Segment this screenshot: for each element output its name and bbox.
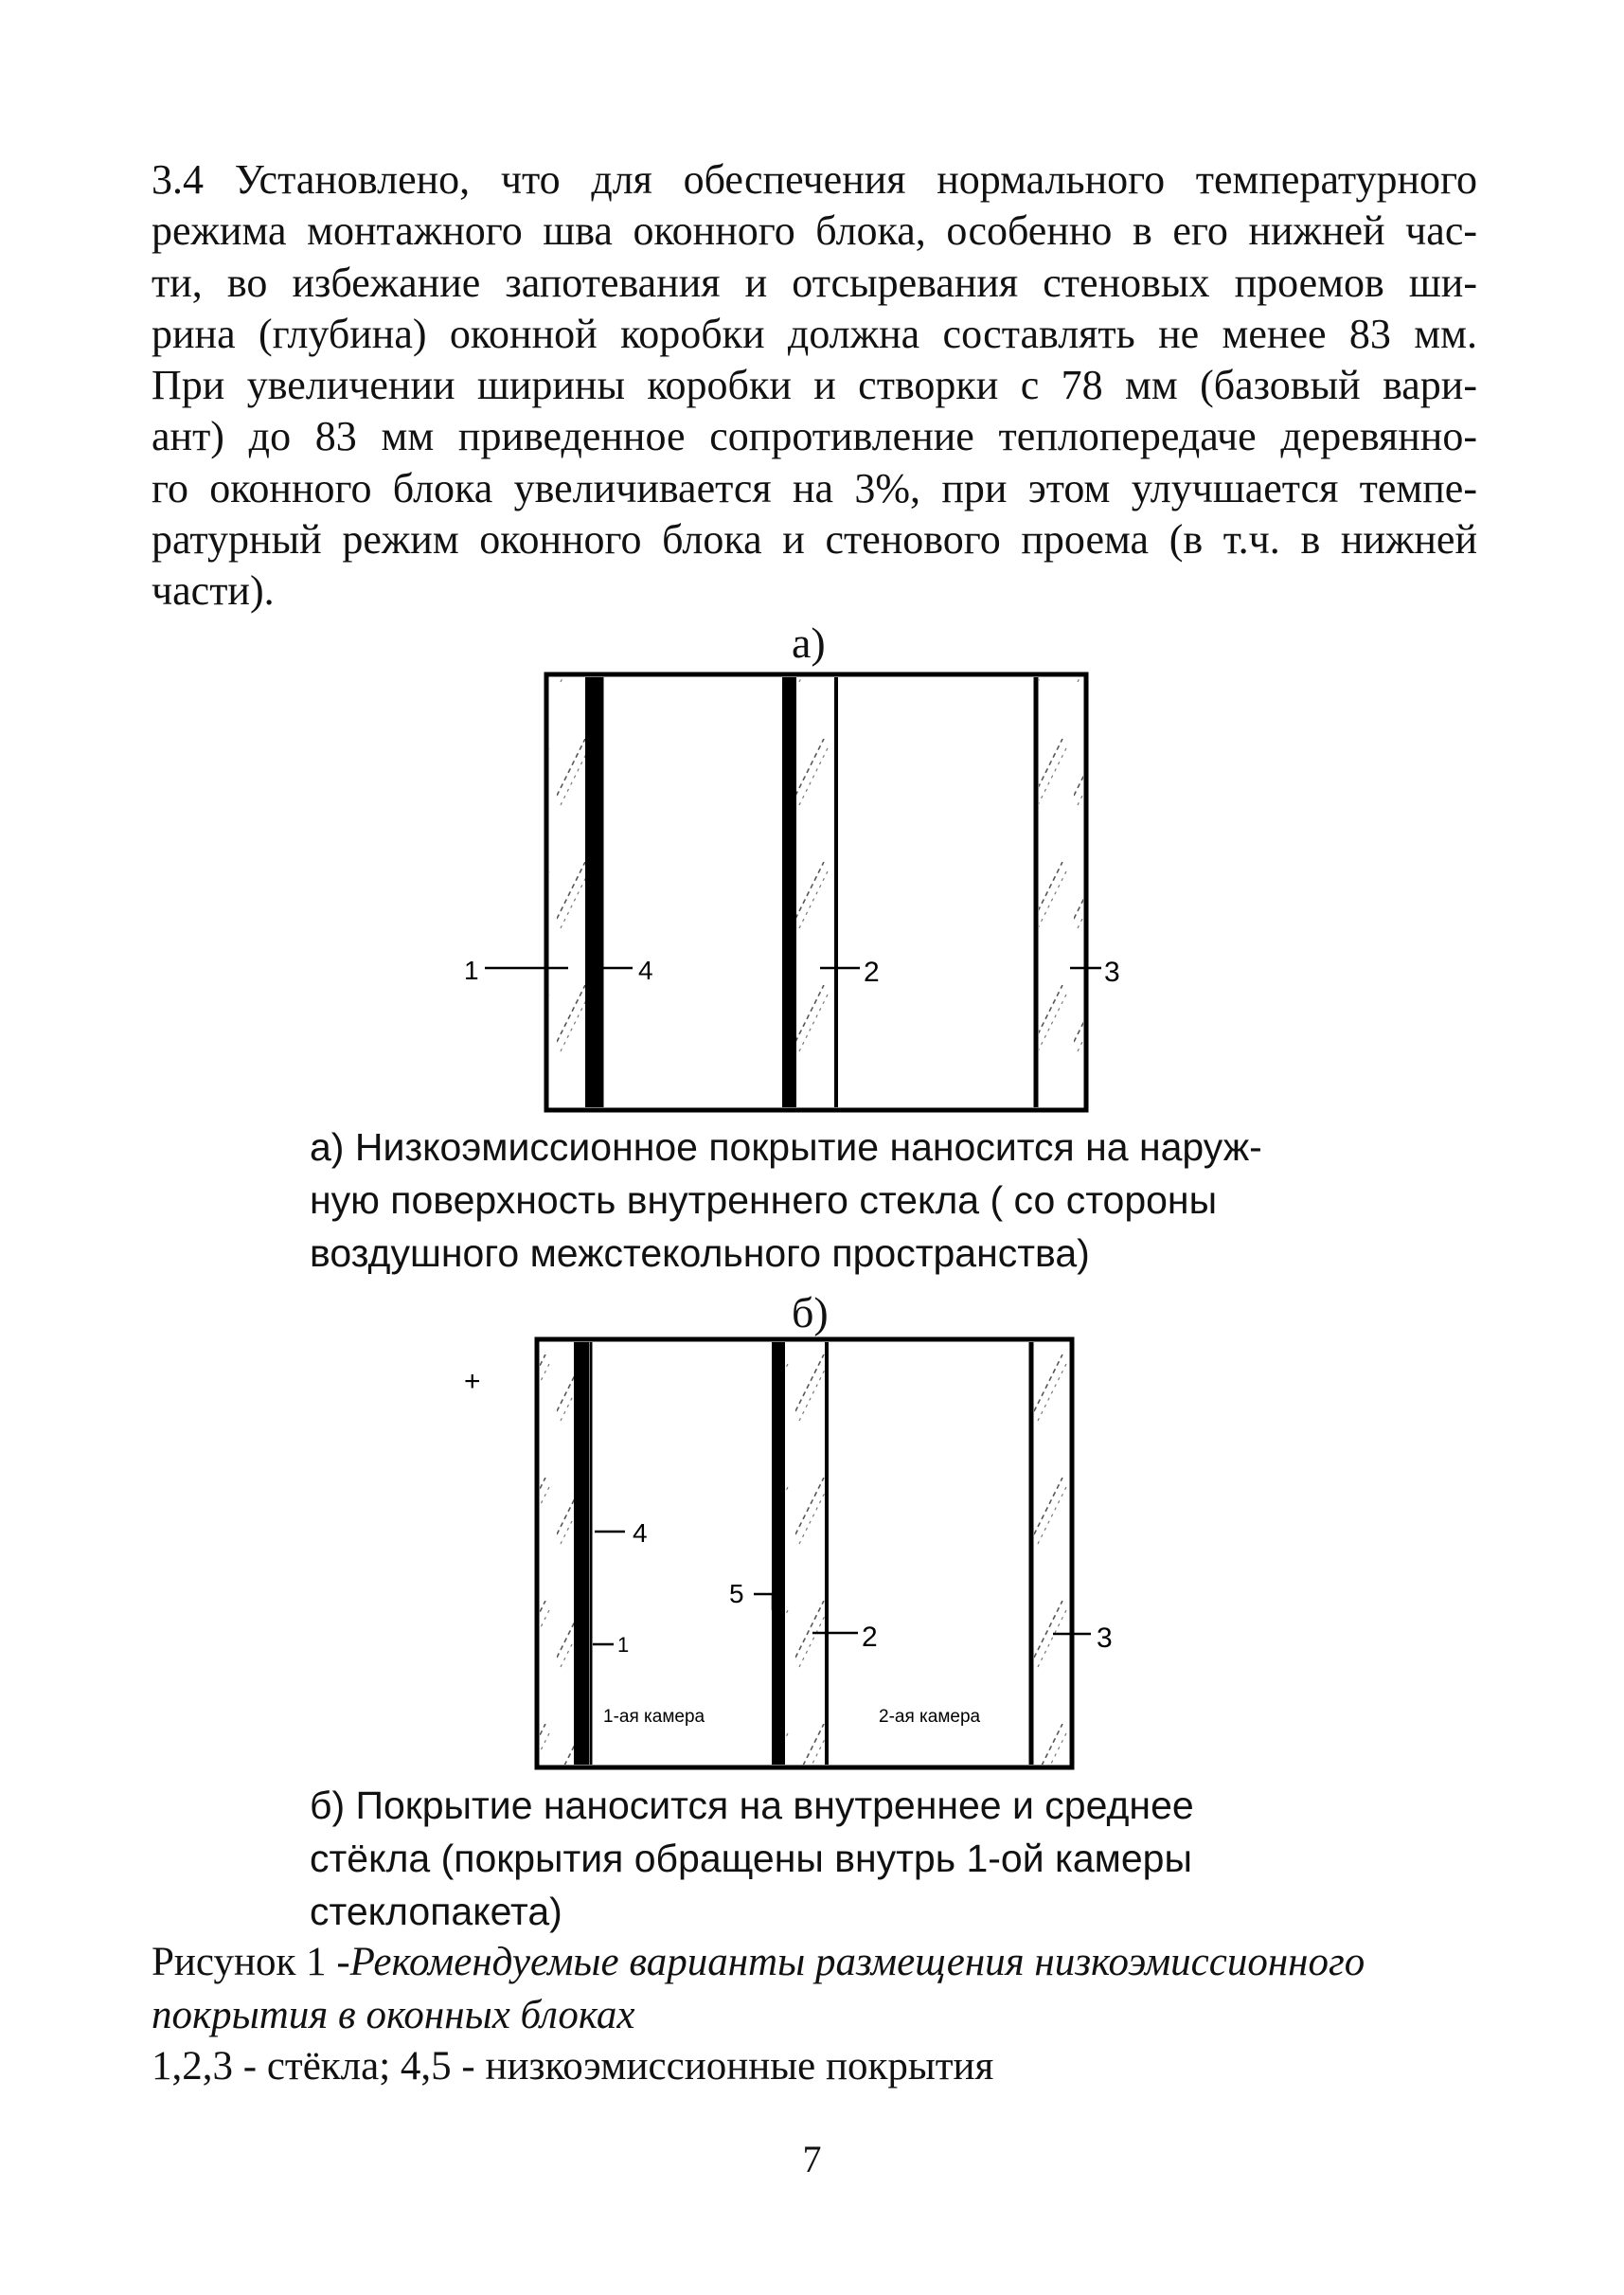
label-1-a: 1 — [464, 956, 479, 985]
chamber-1-label: 1-ая камера — [603, 1707, 705, 1727]
chamber-2-label: 2-ая камера — [879, 1707, 981, 1727]
paragraph-line: ант) до 83 мм приведенное сопротивление теплопередаче деревянно- — [152, 413, 1477, 460]
figure-b — [464, 1339, 1113, 1767]
label-4-b: 4 — [633, 1518, 648, 1548]
caption-b-line: стеклопакета) — [310, 1890, 562, 1933]
paragraph-line: го оконного блока увеличивается на 3%, при этом улучшается темпе- — [152, 464, 1477, 511]
glass-3-b — [1034, 1342, 1069, 1765]
figure-b-letter: б) — [792, 1288, 829, 1336]
coating-2-dark-a — [782, 677, 796, 1107]
caption-b-line: б) Покрытие наносится на внутреннее и среднее — [310, 1784, 1194, 1827]
glass-1-b — [540, 1342, 574, 1765]
coating-4-b — [574, 1342, 589, 1765]
page-number: 7 — [802, 2138, 822, 2180]
paragraph-line: части). — [152, 567, 275, 615]
paragraph-line: 3.4 Установлено, что для обеспечения нормального температурного — [152, 156, 1477, 203]
label-5-b: 5 — [729, 1579, 744, 1608]
label-2-a: 2 — [864, 957, 880, 988]
paragraph-line: ти, во избежание запотевания и отсыревания стеновых проемов ши- — [152, 259, 1477, 306]
figure-title-line2: покрытия в оконных блоках — [152, 1993, 635, 2037]
caption-b — [310, 1779, 1194, 1938]
label-3-a: 3 — [1104, 957, 1120, 988]
figure-a — [464, 674, 1120, 1110]
caption-a-line: а) Низкоэмиссионное покрытие наносится на наруж- — [310, 1125, 1262, 1169]
caption-a — [310, 1121, 1262, 1280]
caption-a-line: ную поверхность внутреннего стекла ( со стороны — [310, 1178, 1218, 1222]
plus-mark: + — [464, 1366, 481, 1397]
glass-2-b — [785, 1342, 825, 1765]
caption-b-line: стёкла (покрытия обращены внутрь 1-ой камеры — [310, 1837, 1192, 1880]
label-2-b: 2 — [862, 1622, 878, 1653]
paragraph-line: режима монтажного шва оконного блока, особенно в его нижней час- — [152, 207, 1477, 255]
paragraph-line: рина (глубина) оконной коробки должна составлять не менее 83 мм. — [152, 310, 1477, 357]
label-1-b: 1 — [617, 1633, 630, 1657]
figure-legend: 1,2,3 - стёкла; 4,5 - низкоэмиссионные покрытия — [152, 2044, 994, 2089]
paragraph-line: ратурный режим оконного блока и стенового проема (в т.ч. в нижней — [152, 516, 1477, 564]
glass-2-a — [796, 677, 835, 1107]
glass-3-a — [1039, 677, 1083, 1107]
label-3-b: 3 — [1097, 1623, 1113, 1654]
glass-1-a — [549, 677, 585, 1107]
coating-4-a — [585, 677, 601, 1107]
figure-title-italic: Рекомендуемые варианты размещения низкоэмиссионного — [349, 1940, 1365, 1984]
paragraph-line: При увеличении ширины коробки и створки с 78 мм (базовый вари- — [152, 362, 1477, 409]
figure-title — [152, 1936, 1496, 2042]
label-4-a: 4 — [638, 956, 653, 985]
figure-title-prefix: Рисунок 1 - — [152, 1940, 350, 1984]
caption-a-line: воздушного межстекольного пространства) — [310, 1231, 1090, 1275]
figure-title-line1 — [152, 1936, 1496, 1989]
figure-a-letter: а) — [792, 619, 826, 667]
coating-5-b — [772, 1342, 785, 1765]
